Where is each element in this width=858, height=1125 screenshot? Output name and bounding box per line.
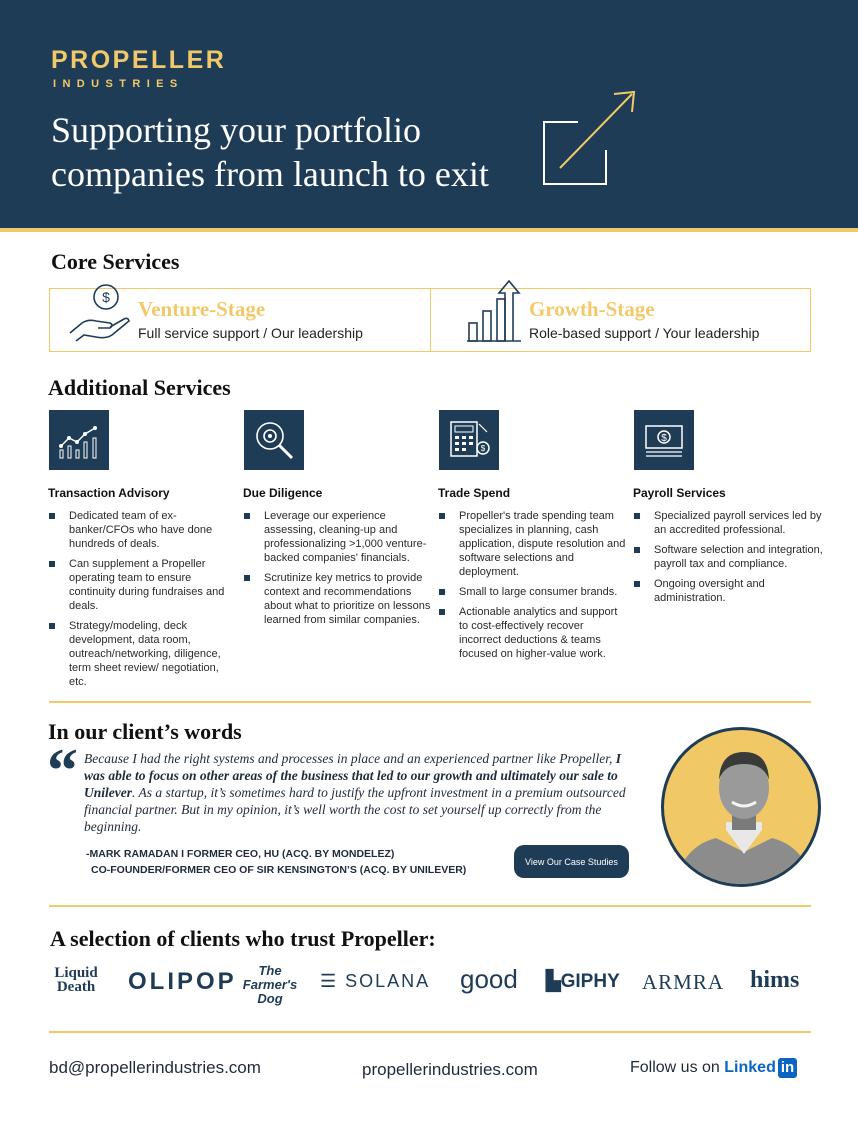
arrow-up-right-icon — [538, 88, 638, 188]
service-bullets — [48, 509, 238, 689]
giphy-mark-icon: ▙ — [546, 971, 561, 992]
linkedin-wordmark: Linked — [724, 1059, 776, 1076]
divider — [49, 905, 811, 907]
list-item: Actionable analytics and support to cost-effectively recover incorrect deductions & teams focused on higher-value work. — [438, 605, 628, 661]
core-service-growth — [430, 289, 810, 351]
client-logo-giphy: ▙GIPHY — [546, 971, 620, 992]
service-title: Payroll Services — [633, 486, 726, 500]
growth-bars-icon — [467, 277, 523, 345]
magnifier-gear-icon — [244, 410, 304, 470]
quote-mark-icon: “ — [47, 737, 78, 805]
case-studies-button[interactable]: View Our Case Studies — [514, 845, 629, 878]
service-title: Trade Spend — [438, 486, 511, 500]
client-logo-farmers-dog: The Farmer's Dog — [242, 963, 298, 1006]
chart-icon — [49, 410, 109, 470]
follow-label: Follow us on — [630, 1059, 720, 1076]
core-service-name: Growth-Stage — [529, 297, 655, 321]
testimonial-title: In our client’s words — [48, 719, 242, 744]
service-trade-spend — [438, 410, 628, 667]
divider — [49, 701, 811, 703]
headline-line-2: companies from launch to exit — [51, 154, 489, 194]
website-link[interactable]: propellerindustries.com — [362, 1060, 538, 1079]
header-banner — [0, 0, 858, 228]
core-service-venture — [50, 289, 430, 351]
list-item: Ongoing oversight and administration. — [633, 577, 823, 605]
header-divider — [0, 228, 858, 232]
list-item: Small to large consumer brands. — [438, 585, 628, 599]
email-link[interactable]: bd@propellerindustries.com — [49, 1058, 261, 1077]
core-services-box — [49, 288, 811, 352]
divider — [49, 1031, 811, 1033]
client-logo-olipop: OLIPOP — [128, 968, 237, 995]
attribution-line-1: -MARK RAMADAN I FORMER CEO, HU (ACQ. BY MONDELEZ) — [86, 848, 395, 860]
core-service-desc: Full service support / Our leadership — [138, 325, 363, 341]
core-service-name: Venture-Stage — [138, 297, 266, 321]
clients-title: A selection of clients who trust Propeller: — [50, 926, 436, 951]
client-logo-armra: ARMRA — [642, 970, 725, 994]
linkedin-icon: in — [778, 1058, 797, 1078]
quote-emphasis: I was able to focus on other areas of the business that led to our growth and ultimately our sale to Unilever — [84, 751, 622, 800]
core-service-desc: Role-based support / Your leadership — [529, 325, 760, 341]
service-transaction-advisory — [48, 410, 238, 695]
service-bullets — [633, 509, 823, 605]
attribution-line-2: CO-FOUNDER/FORMER CEO OF SIR KENSINGTON’S (ACQ. BY UNILEVER) — [91, 864, 467, 876]
svg-text:$: $ — [102, 289, 110, 305]
service-title: Transaction Advisory — [48, 486, 170, 500]
client-logos — [52, 962, 812, 1006]
quote-text: Because I had the right systems and processes in place and an experienced partner like Propeller, — [84, 751, 616, 766]
service-bullets — [243, 509, 433, 627]
calculator-icon — [439, 410, 499, 470]
logo-wordmark: PROPELLER — [51, 46, 227, 74]
client-logo-good-culture: good — [460, 964, 518, 994]
list-item: Software selection and integration, payroll tax and compliance. — [633, 543, 823, 571]
dollar-hand-icon — [66, 283, 132, 343]
additional-services-title: Additional Services — [48, 375, 231, 400]
list-item: Can supplement a Propeller operating team to ensure continuity during fundraises and deals. — [48, 557, 238, 613]
list-item: Propeller's trade spending team specializes in planning, cash application, dispute resolution and software selections and deployment. — [438, 509, 628, 579]
svg-text:$: $ — [480, 444, 486, 453]
list-item: Strategy/modeling, deck development, data room, outreach/networking, diligence, term sheet review/ negotiation, etc. — [48, 619, 238, 689]
quote-text: . As a startup, it’s sometimes hard to justify the upfront investment in a premium outsourced financial partner. But in my opinion, it’s well worth the cost to set yourself up correctly from the beginning. — [84, 785, 626, 834]
service-bullets — [438, 509, 628, 661]
list-item: Specialized payroll services led by an accredited professional. — [633, 509, 823, 537]
money-icon — [634, 410, 694, 470]
service-title: Due Diligence — [243, 486, 323, 500]
core-services-title: Core Services — [51, 249, 180, 274]
service-due-diligence — [243, 410, 433, 633]
list-item: Scrutinize key metrics to provide context and recommendations about what to prioritize on lessons learned from similar companies. — [243, 571, 433, 627]
headline-line-1: Supporting your portfolio — [51, 110, 421, 150]
list-item: Dedicated team of ex-banker/CFOs who have done hundreds of deals. — [48, 509, 238, 551]
client-logo-hims: hims — [750, 967, 800, 993]
page-headline — [51, 108, 551, 196]
linkedin-link[interactable] — [630, 1058, 797, 1078]
solana-mark-icon: ☰ — [320, 971, 346, 991]
logo-subtitle: INDUSTRIES — [53, 78, 184, 90]
client-logo-liquid-death: Liquid Death — [54, 965, 98, 995]
avatar — [661, 727, 821, 887]
service-payroll — [633, 410, 823, 611]
list-item: Leverage our experience assessing, cleaning-up and professionalizing >1,000 venture-backed companies' financials. — [243, 509, 433, 565]
client-logo-solana: ☰ SOLANA — [320, 971, 431, 991]
testimonial-quote — [84, 750, 644, 835]
svg-text:$: $ — [661, 433, 667, 444]
